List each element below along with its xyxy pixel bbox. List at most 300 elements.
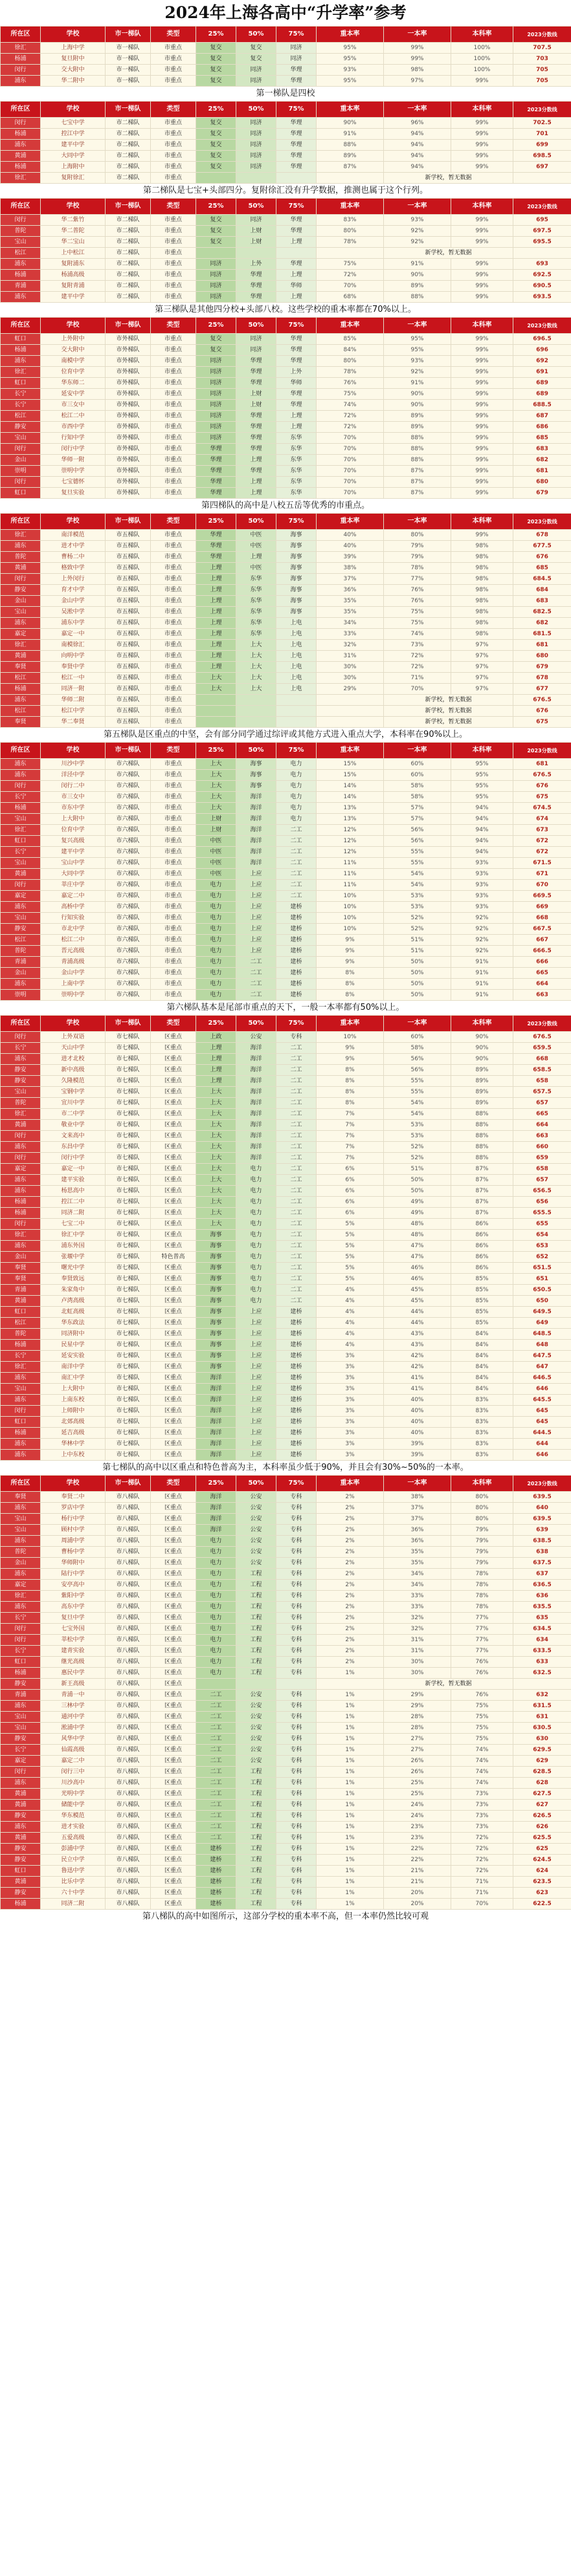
cell-district: 浦东 — [1, 1602, 41, 1613]
cell-type: 区重点 — [151, 1514, 196, 1525]
cell-cutoff-2023: 647 — [513, 1362, 571, 1373]
cell-tier: 市七梯队 — [106, 1351, 151, 1362]
cell-p50: 同济 — [236, 215, 276, 226]
cell-p50: 工程 — [236, 1833, 276, 1844]
cell-cutoff-2023: 669 — [513, 902, 571, 913]
header-key-rate: 重本率 — [317, 318, 384, 334]
cell-tier: 市七梯队 — [106, 1109, 151, 1120]
cell-p25: 上理 — [196, 640, 236, 651]
cell-school: 市西中学 — [41, 422, 106, 433]
cell-tier: 市二梯队 — [106, 129, 151, 140]
cell-bachelor-rate: 91% — [451, 968, 513, 979]
tier-table — [0, 26, 571, 87]
cell-school: 同济附中 — [41, 1329, 106, 1340]
cell-type: 市重点 — [151, 891, 196, 902]
cell-p75: 建桥 — [276, 1373, 317, 1384]
cell-bachelor-rate: 87% — [451, 1164, 513, 1175]
cell-bachelor-rate: 85% — [451, 1307, 513, 1318]
cell-bachelor-rate: 92% — [451, 935, 513, 946]
cell-key-rate: 7% — [317, 1131, 384, 1142]
cell-p75: 建桥 — [276, 946, 317, 957]
cell-key-rate: 13% — [317, 803, 384, 814]
cell-key-rate: 38% — [317, 563, 384, 574]
cell-p50: 电力 — [236, 1241, 276, 1252]
cell-type: 市重点 — [151, 880, 196, 891]
cell-first-rate: 88% — [384, 292, 451, 303]
cell-type: 市重点 — [151, 292, 196, 303]
cell-key-rate: 2% — [317, 1580, 384, 1591]
cell-school: 进才北校 — [41, 1054, 106, 1065]
cell-key-rate: 9% — [317, 935, 384, 946]
cell-key-rate: 7% — [317, 1120, 384, 1131]
cell-cutoff-2023: 675 — [513, 792, 571, 803]
cell-district: 徐汇 — [1, 173, 41, 184]
cell-cutoff-2023: 672 — [513, 847, 571, 858]
cell-bachelor-rate: 76% — [451, 1668, 513, 1679]
cell-school: 大同中学 — [41, 869, 106, 880]
header-district: 所在区 — [1, 318, 41, 334]
cell-key-rate: 72% — [317, 411, 384, 422]
cell-p75: 建桥 — [276, 1439, 317, 1450]
cell-tier: 市七梯队 — [106, 1417, 151, 1428]
table-row — [1, 1054, 571, 1065]
cell-key-rate: 31% — [317, 651, 384, 662]
cell-key-rate: 1% — [317, 1855, 384, 1866]
header-tier: 市一梯队 — [106, 199, 151, 215]
cell-cutoff-2023: 690.5 — [513, 281, 571, 292]
cell-school: 敬业中学 — [41, 1120, 106, 1131]
cell-type: 区重点 — [151, 1274, 196, 1285]
cell-school: 复附浦东 — [41, 259, 106, 270]
cell-p50: 工程 — [236, 1800, 276, 1811]
cell-p50: 同济 — [236, 76, 276, 87]
cell-bachelor-rate: 76% — [451, 1657, 513, 1668]
cell-tier: 市八梯队 — [106, 1899, 151, 1910]
cell-district: 嘉定 — [1, 1756, 41, 1767]
cell-key-rate: 3% — [317, 1351, 384, 1362]
header-district: 所在区 — [1, 27, 41, 43]
cell-tier: 市五梯队 — [106, 618, 151, 629]
cell-p75: 华师 — [276, 281, 317, 292]
cell-school: 奉贤二中 — [41, 1492, 106, 1503]
cell-key-rate: 80% — [317, 356, 384, 367]
cell-school: 延安中学 — [41, 389, 106, 400]
cell-first-rate: 77% — [384, 574, 451, 585]
cell-school: 宝山中学 — [41, 858, 106, 869]
cell-p50: 上大 — [236, 651, 276, 662]
table-row — [1, 563, 571, 574]
cell-first-rate: 75% — [384, 618, 451, 629]
cell-school: 控江二中 — [41, 1197, 106, 1208]
cell-first-rate: 88% — [384, 444, 451, 455]
cell-tier: 市五梯队 — [106, 684, 151, 695]
cell-district: 闵行 — [1, 444, 41, 455]
cell-p25: 海事 — [196, 1274, 236, 1285]
cell-school: 市三女中 — [41, 792, 106, 803]
cell-p25: 电力 — [196, 1624, 236, 1635]
cell-bachelor-rate: 78% — [451, 1580, 513, 1591]
cell-cutoff-2023: 626 — [513, 1822, 571, 1833]
cell-p50: 上应 — [236, 935, 276, 946]
header-cutoff-2023: 2023分数线 — [513, 514, 571, 530]
cell-bachelor-rate: 99% — [451, 345, 513, 356]
cell-p25: 电力 — [196, 1558, 236, 1569]
cell-p75: 二工 — [276, 1285, 317, 1296]
cell-cutoff-2023: 639.5 — [513, 1514, 571, 1525]
cell-first-rate: 22% — [384, 1855, 451, 1866]
cell-type: 区重点 — [151, 1789, 196, 1800]
cell-bachelor-rate: 83% — [451, 1428, 513, 1439]
cell-tier: 市五梯队 — [106, 629, 151, 640]
cell-district: 宝山 — [1, 913, 41, 924]
tier-section-7 — [0, 1015, 571, 1475]
cell-p25: 华理 — [196, 444, 236, 455]
table-row — [1, 281, 571, 292]
cell-cutoff-2023: 663 — [513, 990, 571, 1001]
cell-type: 市重点 — [151, 596, 196, 607]
cell-school: 陆行中学 — [41, 1569, 106, 1580]
header-bachelor-rate: 本科率 — [451, 1016, 513, 1032]
cell-p50: 上应 — [236, 913, 276, 924]
cell-cutoff-2023: 633 — [513, 1657, 571, 1668]
cell-district: 虹口 — [1, 334, 41, 345]
cell-type: 市重点 — [151, 400, 196, 411]
cell-type: 区重点 — [151, 1351, 196, 1362]
cell-key-rate: 4% — [317, 1296, 384, 1307]
cell-p75: 二工 — [276, 1153, 317, 1164]
cell-key-rate: 2% — [317, 1646, 384, 1657]
cell-p75: 华理 — [276, 162, 317, 173]
cell-bachelor-rate: 87% — [451, 1197, 513, 1208]
cell-district: 闵行 — [1, 118, 41, 129]
table-row — [1, 607, 571, 618]
cell-bachelor-rate: 89% — [451, 1098, 513, 1109]
cell-p75: 建桥 — [276, 1351, 317, 1362]
cell-district: 浦东 — [1, 902, 41, 913]
page-title: 2024年上海各高中“升学率”参考 — [164, 3, 407, 22]
cell-p50: 工程 — [236, 1811, 276, 1822]
cell-p75: 建桥 — [276, 968, 317, 979]
table-row — [1, 1043, 571, 1054]
cell-type: 市重点 — [151, 444, 196, 455]
cell-cutoff-2023: 629 — [513, 1756, 571, 1767]
cell-bachelor-rate: 73% — [451, 1822, 513, 1833]
table-row — [1, 684, 571, 695]
cell-p50: 工程 — [236, 1844, 276, 1855]
cell-tier: 市五梯队 — [106, 607, 151, 618]
cell-p75: 上电 — [276, 684, 317, 695]
cell-p50: 东华 — [236, 596, 276, 607]
cell-district: 金山 — [1, 1252, 41, 1263]
cell-school: 建青实验 — [41, 1646, 106, 1657]
table-row — [1, 825, 571, 836]
cell-first-rate: 95% — [384, 334, 451, 345]
cell-school: 上中东校 — [41, 1450, 106, 1461]
cell-bachelor-rate: 79% — [451, 1525, 513, 1536]
cell-p50: 工程 — [236, 1767, 276, 1778]
table-row — [1, 215, 571, 226]
cell-key-rate: 8% — [317, 979, 384, 990]
cell-tier: 市八梯队 — [106, 1767, 151, 1778]
cell-school: 七宝外国 — [41, 1624, 106, 1635]
cell-p25: 复交 — [196, 140, 236, 151]
cell-district: 金山 — [1, 455, 41, 466]
cell-key-rate: 1% — [317, 1811, 384, 1822]
cell-school: 育才中学 — [41, 585, 106, 596]
cell-school: 上南中学 — [41, 979, 106, 990]
cell-key-rate: 72% — [317, 270, 384, 281]
cell-key-rate: 72% — [317, 422, 384, 433]
cell-cutoff-2023: 649 — [513, 1318, 571, 1329]
cell-p25: 同济 — [196, 281, 236, 292]
cell-p25: 电力 — [196, 1536, 236, 1547]
cell-cutoff-2023: 689 — [513, 378, 571, 389]
cell-type: 市重点 — [151, 54, 196, 65]
cell-first-rate: 40% — [384, 1406, 451, 1417]
cell-p25: 同济 — [196, 433, 236, 444]
cell-p75: 二工 — [276, 1230, 317, 1241]
table-row — [1, 695, 571, 706]
cell-type: 市重点 — [151, 618, 196, 629]
cell-type: 区重点 — [151, 1362, 196, 1373]
cell-first-rate: 27% — [384, 1745, 451, 1756]
cell-district: 杨浦 — [1, 54, 41, 65]
cell-type: 区重点 — [151, 1657, 196, 1668]
cell-key-rate: 2% — [317, 1514, 384, 1525]
cell-tier: 市八梯队 — [106, 1646, 151, 1657]
header-bachelor-rate: 本科率 — [451, 1476, 513, 1492]
cell-district: 闵行 — [1, 1032, 41, 1043]
cell-p50: 上应 — [236, 1362, 276, 1373]
table-row — [1, 1833, 571, 1844]
cell-first-rate: 新学校，暂无数据 — [384, 695, 513, 706]
cell-type: 区重点 — [151, 1767, 196, 1778]
tier-note: 第五梯队是区重点的中坚，会有部分同学通过综评或其他方式进入重点大学，本科率在90%以上。 — [0, 728, 571, 742]
cell-tier: 市七梯队 — [106, 1252, 151, 1263]
cell-tier: 市七梯队 — [106, 1329, 151, 1340]
cell-tier: 市一梯队 — [106, 76, 151, 87]
header-bachelor-rate: 本科率 — [451, 743, 513, 759]
table-row — [1, 1450, 571, 1461]
cell-p25: 二工 — [196, 1712, 236, 1723]
cell-cutoff-2023: 634.5 — [513, 1624, 571, 1635]
cell-key-rate: 78% — [317, 237, 384, 248]
cell-school: 青浦一中 — [41, 1690, 106, 1701]
cell-district: 徐汇 — [1, 367, 41, 378]
cell-key-rate: 1% — [317, 1690, 384, 1701]
header-key-rate: 重本率 — [317, 514, 384, 530]
cell-key-rate: 37% — [317, 574, 384, 585]
cell-p50: 公安 — [236, 1690, 276, 1701]
table-row — [1, 400, 571, 411]
cell-p50: 上财 — [236, 400, 276, 411]
cell-school: 北郊高级 — [41, 1417, 106, 1428]
cell-school: 上大附中 — [41, 814, 106, 825]
header-bachelor-rate: 本科率 — [451, 27, 513, 43]
cell-school: 新中高级 — [41, 1065, 106, 1076]
cell-key-rate: 2% — [317, 1657, 384, 1668]
cell-p50: 东华 — [236, 607, 276, 618]
cell-tier: 市八梯队 — [106, 1536, 151, 1547]
cell-p50: 电力 — [236, 1252, 276, 1263]
cell-tier: 市五梯队 — [106, 552, 151, 563]
cell-bachelor-rate: 88% — [451, 1109, 513, 1120]
table-row — [1, 1569, 571, 1580]
cell-school: 复旦实验 — [41, 488, 106, 499]
cell-school: 比乐中学 — [41, 1877, 106, 1888]
cell-key-rate: 35% — [317, 596, 384, 607]
table-row — [1, 1844, 571, 1855]
cell-district: 浦东 — [1, 695, 41, 706]
cell-school: 华师一附 — [41, 455, 106, 466]
table-row — [1, 946, 571, 957]
cell-tier: 市七梯队 — [106, 1373, 151, 1384]
table-row — [1, 935, 571, 946]
cell-p75: 专科 — [276, 1723, 317, 1734]
header-tier: 市一梯队 — [106, 1476, 151, 1492]
cell-district: 青浦 — [1, 281, 41, 292]
cell-bachelor-rate: 85% — [451, 1296, 513, 1307]
cell-bachelor-rate: 83% — [451, 1450, 513, 1461]
table-row — [1, 706, 571, 717]
cell-cutoff-2023 — [513, 248, 571, 259]
cell-type: 市重点 — [151, 695, 196, 706]
cell-tier: 市七梯队 — [106, 1219, 151, 1230]
cell-p75: 华理 — [276, 140, 317, 151]
cell-first-rate: 42% — [384, 1351, 451, 1362]
header-p50: 50% — [236, 318, 276, 334]
cell-district: 松江 — [1, 673, 41, 684]
cell-p50: 上应 — [236, 1428, 276, 1439]
table-row — [1, 781, 571, 792]
table-row — [1, 1712, 571, 1723]
cell-cutoff-2023: 683 — [513, 596, 571, 607]
header-school: 学校 — [41, 27, 106, 43]
cell-p50: 电力 — [236, 1285, 276, 1296]
cell-p50: 工程 — [236, 1866, 276, 1877]
cell-first-rate: 新学校，暂无数据 — [384, 1679, 513, 1690]
cell-p25: 上大 — [196, 1142, 236, 1153]
cell-bachelor-rate: 79% — [451, 1547, 513, 1558]
cell-first-rate: 35% — [384, 1558, 451, 1569]
cell-school: 市三女中 — [41, 400, 106, 411]
cell-p25: 同济 — [196, 270, 236, 281]
table-row — [1, 1888, 571, 1899]
cell-p75: 二工 — [276, 1164, 317, 1175]
cell-first-rate: 57% — [384, 814, 451, 825]
table-row — [1, 1395, 571, 1406]
cell-p25: 海洋 — [196, 1525, 236, 1536]
cell-cutoff-2023: 692.5 — [513, 270, 571, 281]
cell-tier: 市外梯队 — [106, 444, 151, 455]
cell-type: 市重点 — [151, 957, 196, 968]
cell-type: 区重点 — [151, 1208, 196, 1219]
cell-first-rate: 52% — [384, 1153, 451, 1164]
cell-bachelor-rate: 87% — [451, 1208, 513, 1219]
cell-key-rate: 36% — [317, 585, 384, 596]
cell-p50: 工程 — [236, 1822, 276, 1833]
header-type: 类型 — [151, 27, 196, 43]
cell-school: 闵行二中 — [41, 781, 106, 792]
cell-district: 黄浦 — [1, 1877, 41, 1888]
cell-cutoff-2023: 682 — [513, 455, 571, 466]
cell-cutoff-2023: 671 — [513, 869, 571, 880]
header-school: 学校 — [41, 102, 106, 118]
cell-district: 普陀 — [1, 946, 41, 957]
cell-tier: 市七梯队 — [106, 1230, 151, 1241]
cell-p75: 同济 — [276, 43, 317, 54]
cell-p25: 同济 — [196, 378, 236, 389]
header-school: 学校 — [41, 1016, 106, 1032]
cell-cutoff-2023: 650 — [513, 1296, 571, 1307]
cell-bachelor-rate: 79% — [451, 1536, 513, 1547]
table-row — [1, 814, 571, 825]
cell-key-rate: 95% — [317, 54, 384, 65]
cell-p75: 华理 — [276, 215, 317, 226]
cell-tier: 市七梯队 — [106, 1274, 151, 1285]
cell-school: 嘉定一中 — [41, 1164, 106, 1175]
cell-district: 徐汇 — [1, 825, 41, 836]
cell-p50: 华理 — [236, 466, 276, 477]
cell-p50: 工程 — [236, 1657, 276, 1668]
header-type: 类型 — [151, 102, 196, 118]
cell-tier: 市六梯队 — [106, 792, 151, 803]
header-cutoff-2023: 2023分数线 — [513, 102, 571, 118]
cell-p50 — [236, 717, 276, 728]
cell-p75: 二工 — [276, 847, 317, 858]
cell-first-rate: 51% — [384, 1164, 451, 1175]
cell-p75: 专科 — [276, 1888, 317, 1899]
table-row — [1, 129, 571, 140]
cell-key-rate: 8% — [317, 990, 384, 1001]
cell-first-rate: 99% — [384, 54, 451, 65]
cell-key-rate: 1% — [317, 1877, 384, 1888]
cell-key-rate: 2% — [317, 1547, 384, 1558]
cell-cutoff-2023 — [513, 173, 571, 184]
cell-p25: 海洋 — [196, 1395, 236, 1406]
cell-district: 杨浦 — [1, 270, 41, 281]
table-row — [1, 1591, 571, 1602]
table-row — [1, 477, 571, 488]
cell-p50: 上应 — [236, 1406, 276, 1417]
cell-p25: 海洋 — [196, 1384, 236, 1395]
cell-p50: 海洋 — [236, 1087, 276, 1098]
cell-p25: 电力 — [196, 968, 236, 979]
cell-bachelor-rate: 93% — [451, 902, 513, 913]
table-row — [1, 858, 571, 869]
cell-p50: 公安 — [236, 1745, 276, 1756]
tier-list — [0, 26, 571, 1924]
cell-bachelor-rate: 92% — [451, 946, 513, 957]
cell-cutoff-2023: 681 — [513, 640, 571, 651]
cell-key-rate: 12% — [317, 836, 384, 847]
cell-p25: 电力 — [196, 935, 236, 946]
header-cutoff-2023: 2023分数线 — [513, 318, 571, 334]
cell-tier: 市二梯队 — [106, 248, 151, 259]
cell-cutoff-2023: 658 — [513, 1076, 571, 1087]
header-tier: 市一梯队 — [106, 102, 151, 118]
cell-cutoff-2023: 653 — [513, 1241, 571, 1252]
cell-key-rate: 4% — [317, 1285, 384, 1296]
cell-tier: 市七梯队 — [106, 1142, 151, 1153]
header-p75: 75% — [276, 514, 317, 530]
cell-school: 继光高级 — [41, 1657, 106, 1668]
cell-key-rate: 10% — [317, 902, 384, 913]
cell-p50: 工程 — [236, 1888, 276, 1899]
cell-school: 市北中学 — [41, 924, 106, 935]
cell-p50: 上应 — [236, 1395, 276, 1406]
table-row — [1, 422, 571, 433]
